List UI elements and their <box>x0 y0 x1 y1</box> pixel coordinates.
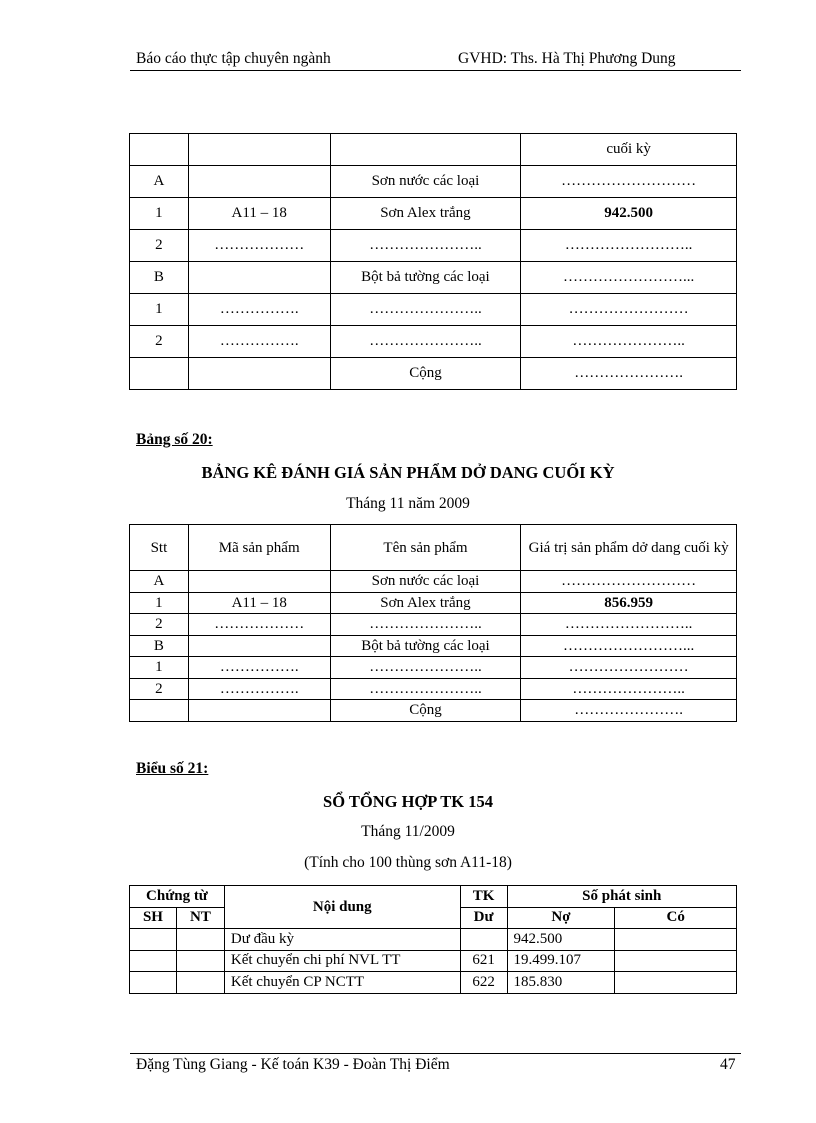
table-row <box>130 166 737 198</box>
cell <box>330 134 521 166</box>
cell <box>130 929 177 951</box>
cell: 622 <box>460 972 507 994</box>
cell: 185.830 <box>507 972 615 994</box>
page-number: 47 <box>720 1056 736 1073</box>
cell <box>615 950 737 972</box>
table-row <box>130 358 737 390</box>
ledger-table-tk154 <box>129 885 737 994</box>
header-noi-dung: Nội dung <box>224 886 460 929</box>
table-label-21: Biểu số 21: <box>136 760 209 777</box>
cell: …………………… <box>521 294 737 326</box>
cell: ……………. <box>188 326 330 358</box>
header-co: Có <box>615 907 737 929</box>
cell: ……………………… <box>521 571 737 593</box>
table-row <box>130 614 737 636</box>
cell: …………………….. <box>521 230 737 262</box>
table-continued <box>129 133 737 390</box>
cell: 2 <box>130 614 189 636</box>
cell: ……………. <box>188 657 330 679</box>
cell <box>176 950 224 972</box>
cell <box>188 700 330 722</box>
cell <box>188 134 330 166</box>
cell: 2 <box>130 678 189 700</box>
cell: ……………… <box>188 230 330 262</box>
header-product-name: Tên sản phẩm <box>330 525 521 571</box>
cell: 856.959 <box>521 592 737 614</box>
header-nt: NT <box>176 907 224 929</box>
cell: ………………….. <box>521 678 737 700</box>
cell <box>615 972 737 994</box>
table-row <box>130 134 737 166</box>
cell: …………………. <box>521 700 737 722</box>
cell: ………………….. <box>330 614 521 636</box>
cell <box>460 929 507 951</box>
cell <box>130 134 189 166</box>
cell <box>188 571 330 593</box>
table-row <box>130 635 737 657</box>
cell <box>130 972 177 994</box>
cell: 1 <box>130 198 189 230</box>
cell: 19.499.107 <box>507 950 615 972</box>
cell: 2 <box>130 326 189 358</box>
wip-valuation-table <box>129 524 737 722</box>
header-left: Báo cáo thực tập chuyên ngành <box>136 50 331 67</box>
table-subtitle-21: Tháng 11/2009 <box>361 823 455 840</box>
table-row <box>130 294 737 326</box>
table-row <box>130 326 737 358</box>
cell: Bột bả tường các loại <box>330 262 521 294</box>
table-row <box>130 262 737 294</box>
table-row <box>130 678 737 700</box>
cell: 942.500 <box>507 929 615 951</box>
table-row <box>130 700 737 722</box>
header-stt: Stt <box>130 525 189 571</box>
cell: ……………………... <box>521 262 737 294</box>
footer-rule <box>130 1053 741 1054</box>
cell: …………………. <box>521 358 737 390</box>
cell: 621 <box>460 950 507 972</box>
cell: Sơn Alex trắng <box>330 198 521 230</box>
cell: B <box>130 635 189 657</box>
table-row <box>130 230 737 262</box>
footer-author: Đặng Tùng Giang - Kế toán K39 - Đoàn Thị Điểm <box>136 1056 450 1073</box>
header-rule <box>130 70 741 71</box>
header-product-code: Mã sản phẩm <box>188 525 330 571</box>
cell: Sơn Alex trắng <box>330 592 521 614</box>
cell: ……………. <box>188 678 330 700</box>
header-right: GVHD: Ths. Hà Thị Phương Dung <box>458 50 676 67</box>
cell: Cộng <box>330 700 521 722</box>
cell <box>615 929 737 951</box>
header-du: Dư <box>460 907 507 929</box>
table-subtitle-20: Tháng 11 năm 2009 <box>346 495 470 512</box>
cell: ………………….. <box>330 294 521 326</box>
cell: 1 <box>130 657 189 679</box>
table-header-row <box>130 525 737 571</box>
cell: ………………….. <box>521 326 737 358</box>
cell: Bột bả tường các loại <box>330 635 521 657</box>
cell <box>176 972 224 994</box>
cell: 1 <box>130 294 189 326</box>
cell <box>188 358 330 390</box>
table-row <box>130 571 737 593</box>
table-row <box>130 657 737 679</box>
table-label-20: Bảng số 20: <box>136 431 213 448</box>
cell: ……………… <box>188 614 330 636</box>
table-row <box>130 198 737 230</box>
cell <box>188 166 330 198</box>
cell: A11 – 18 <box>188 198 330 230</box>
table-note-21: (Tính cho 100 thùng sơn A11-18) <box>304 854 512 871</box>
cell: Kết chuyển CP NCTT <box>224 972 460 994</box>
cell: Dư đầu kỳ <box>224 929 460 951</box>
table-row <box>130 950 737 972</box>
header-chung-tu: Chứng từ <box>130 886 225 908</box>
header-wip-value: Giá trị sản phẩm dở dang cuối kỳ <box>521 525 737 571</box>
cell: A11 – 18 <box>188 592 330 614</box>
header-no: Nợ <box>507 907 615 929</box>
cell <box>130 700 189 722</box>
cell: B <box>130 262 189 294</box>
table-row <box>130 592 737 614</box>
cell <box>188 262 330 294</box>
cell: Sơn nước các loại <box>330 166 521 198</box>
cell: ……………………… <box>521 166 737 198</box>
cell: ………………….. <box>330 326 521 358</box>
cell <box>188 635 330 657</box>
cell: …………………… <box>521 657 737 679</box>
cell: 2 <box>130 230 189 262</box>
cell: ……………. <box>188 294 330 326</box>
cell: Cộng <box>330 358 521 390</box>
header-sh: SH <box>130 907 177 929</box>
cell: A <box>130 166 189 198</box>
cell <box>176 929 224 951</box>
cell: ……………………... <box>521 635 737 657</box>
table-row <box>130 972 737 994</box>
cell: 1 <box>130 592 189 614</box>
cell: Sơn nước các loại <box>330 571 521 593</box>
header-so-phat-sinh: Số phát sinh <box>507 886 736 908</box>
cell: 942.500 <box>521 198 737 230</box>
table-row <box>130 929 737 951</box>
table-header-row <box>130 886 737 908</box>
table-title-20: BẢNG KÊ ĐÁNH GIÁ SẢN PHẨM DỞ DANG CUỐI KỲ <box>201 463 615 482</box>
table-title-21: SỔ TỔNG HỢP TK 154 <box>323 792 493 811</box>
cell: ………………….. <box>330 230 521 262</box>
header-tk: TK <box>460 886 507 908</box>
cell: ………………….. <box>330 678 521 700</box>
cell <box>130 358 189 390</box>
cell: cuối kỳ <box>521 134 737 166</box>
cell: Kết chuyển chi phí NVL TT <box>224 950 460 972</box>
cell: ………………….. <box>330 657 521 679</box>
cell <box>130 950 177 972</box>
cell: A <box>130 571 189 593</box>
cell: …………………….. <box>521 614 737 636</box>
